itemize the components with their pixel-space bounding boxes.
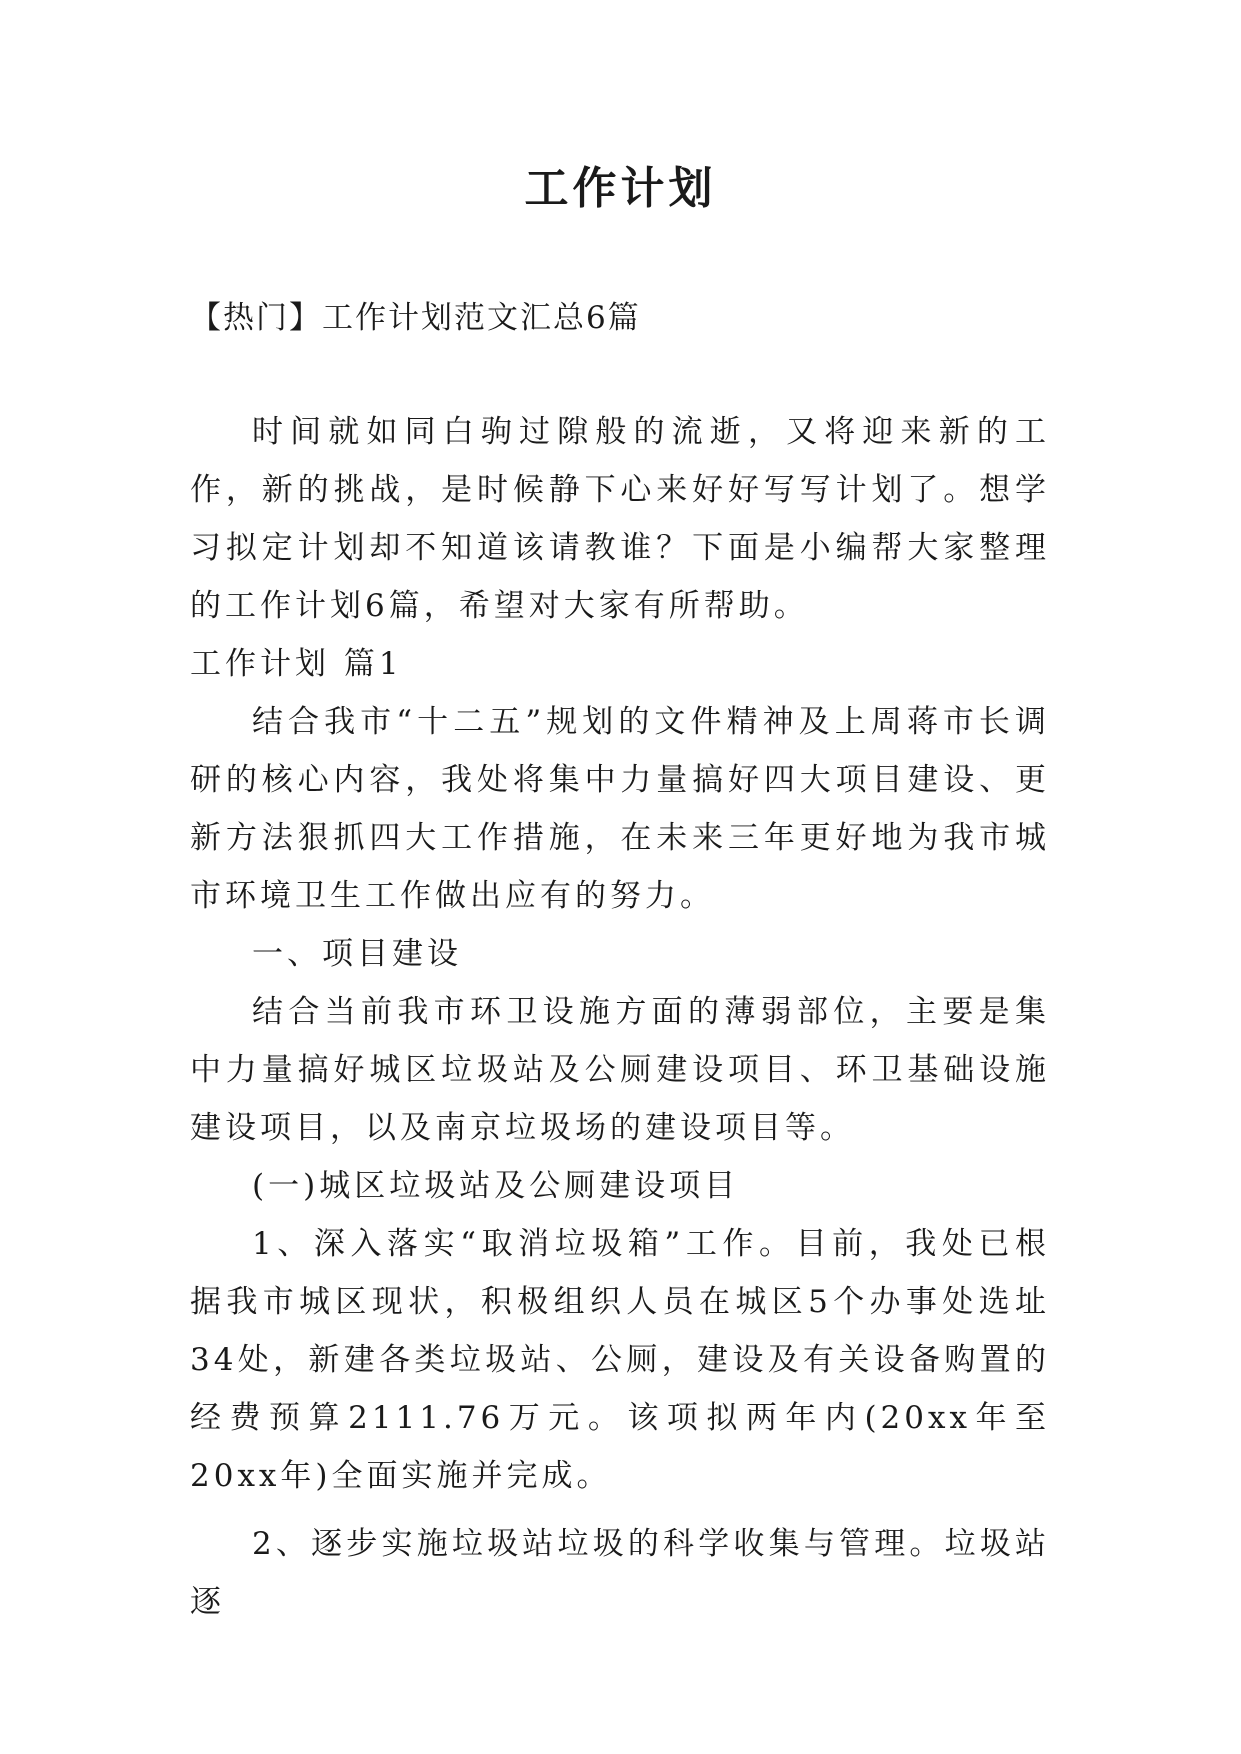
subsection-heading: 一、项目建设 — [252, 936, 462, 972]
document-body — [190, 403, 1050, 1631]
document-subtitle: 【热门】工作计划范文汇总6篇 — [190, 300, 641, 336]
section-heading: 工作计划 篇1 — [190, 646, 403, 682]
paragraph: 2、逐步实施垃圾站垃圾的科学收集与管理。垃圾站逐 — [190, 1526, 1050, 1620]
subsection-heading: (一)城区垃圾站及公厕建设项目 — [252, 1168, 740, 1204]
paragraph: 1、深入落实“取消垃圾箱”工作。目前，我处已根据我市城区现状，积极组织人员在城区5个办事处选址34处，新建各类垃圾站、公厕，建设及有关设备购置的经费预算2111.76万元。该项拟两年内(20xx年至20xx年)全面实施并完成。 — [190, 1226, 1050, 1494]
paragraph: 结合我市“十二五”规划的文件精神及上周蒋市长调研的核心内容，我处将集中力量搞好四大项目建设、更新方法狠抓四大工作措施，在未来三年更好地为我市城市环境卫生工作做出应有的努力。 — [190, 704, 1050, 914]
paragraph: 结合当前我市环卫设施方面的薄弱部位，主要是集中力量搞好城区垃圾站及公厕建设项目、环卫基础设施建设项目，以及南京垃圾场的建设项目等。 — [190, 994, 1050, 1146]
intro-paragraph: 时间就如同白驹过隙般的流逝，又将迎来新的工作，新的挑战，是时候静下心来好好写写计划了。想学习拟定计划却不知道该请教谁？下面是小编帮大家整理的工作计划6篇，希望对大家有所帮助。 — [190, 414, 1050, 624]
document-title: 工作计划 — [524, 163, 717, 214]
